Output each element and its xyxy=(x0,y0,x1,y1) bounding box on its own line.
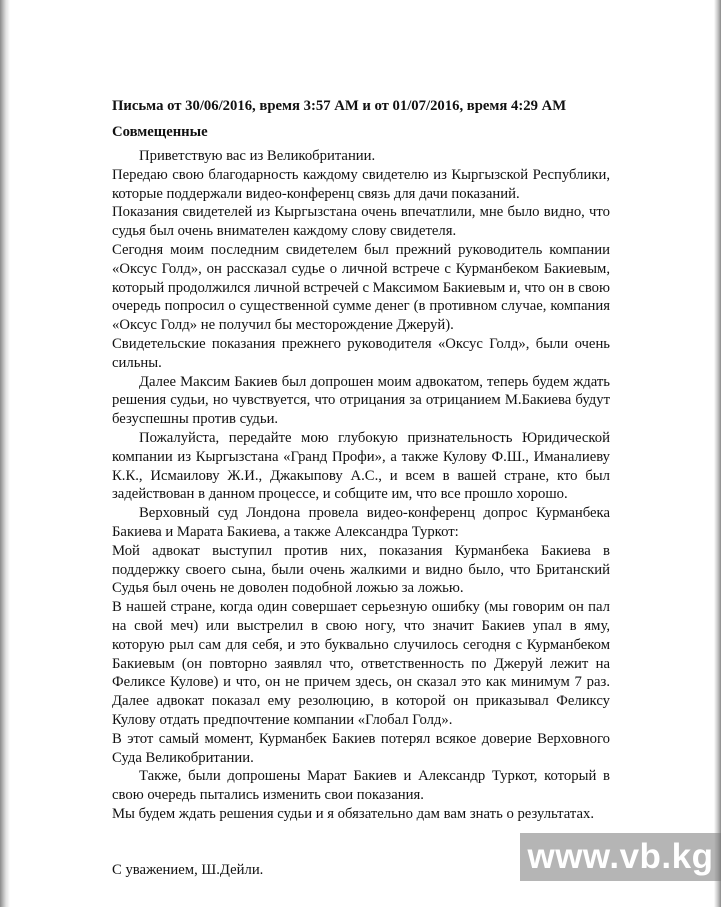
paragraph-greeting: Приветствую вас из Великобритании. xyxy=(139,148,376,164)
paragraph-supreme-court: Верховный суд Лондона провела видео-конференц допрос Курманбека Бакиева и Марата Бакиева, а также Александра Туркот: xyxy=(112,505,610,540)
letter-signature: С уважением, Ш.Дейли. xyxy=(112,862,264,878)
paragraph-gratitude: Передаю свою благодарность каждому свидетелю из Кыргызской Республики, которые поддержали видео-конференц связь для дачи показаний. xyxy=(112,166,610,202)
paragraph-last-witness: Сегодня моим последним свидетелем был прежний руководитель компании «Оксус Голд», он рассказал судье о личной встрече с Курманбеком Бакиевым, который продолжился личной встречей с Максимом Бакиевым и, что он в свою очередь попросил о существенной сумме денег (в противном случае, компания «Оксус Голд» не получил бы месторождение Джеруй). xyxy=(112,241,610,334)
paragraph-maxim-questioned: Далее Максим Бакиев был допрошен моим адвокатом, теперь будем ждать решения судьи, но чувствуется, что отрицания за отрицанием М.Бакиева будут безуспешны против судьи. xyxy=(112,373,610,428)
paragraph-testimony-strength: Свидетельские показания прежнего руководителя «Оксус Голд», были очень сильны. xyxy=(112,335,610,371)
paragraph-await-decision: Мы будем ждать решения судьи и я обязательно дам вам знать о результатах. xyxy=(112,805,595,822)
letter-body xyxy=(112,97,610,824)
paragraph-witness-impression: Показания свидетелей из Кыргызстана очень впечатлили, мне было видно, что судья был очень внимателен каждому слову свидетеля. xyxy=(112,204,610,240)
paragraph-also-questioned: Также, были допрошены Марат Бакиев и Александр Туркот, который в свою очередь пытались изменить свои показания. xyxy=(112,768,610,804)
paragraph-our-country: В нашей стране, когда один совершает серьезную ошибку (мы говорим он пал на свой меч) или выстрелил в свою ногу, что значит Бакиев упал в яму, которую рыл сам для себя, и это буквально случилось сегодня с Курманбеком Бакиевым (он повторно заявлял что, ответственность по Джеруй лежит на Феликсе Кулове) и что, он не причем здесь, он сказал это как минимум 7 раз. Далее адвокат показал ему резолюцию, в которой он приказывал Феликсу Кулову отдать предпочтение компании «Глобал Голд». xyxy=(112,599,610,728)
paragraph-lost-trust: В этот самый момент, Курманбек Бакиев потерял всякое доверие Верховного Суда Великобритании. xyxy=(112,730,610,766)
page-right-shadow xyxy=(714,0,721,907)
paragraph-lawyer-against: Мой адвокат выступил против них, показания Курманбека Бакиева в поддержку своего сына, были очень жалкими и видно было, что Британский Судья был очень не доволен подобной ложью за ложью. xyxy=(112,542,610,597)
paragraph-acknowledgements: Пожалуйста, передайте мою глубокую признательность Юридической компании из Кыргызстана «Гранд Профи», а также Кулову Ф.Ш., Иманалиеву К.К., Исмаилову Ж.И., Джакыпову А.С., и всем в вашей стране, кто был задействован в данном процессе, и собщите им, что все прошло хорошо. xyxy=(112,429,610,503)
page-left-shadow xyxy=(0,0,10,907)
letter-subtitle: Совмещенные xyxy=(112,124,208,140)
letter-title: Письма от 30/06/2016, время 3:57 AM и от 01/07/2016, время 4:29 AM xyxy=(112,98,567,114)
site-watermark xyxy=(520,833,721,881)
watermark-text: www.vb.kg xyxy=(527,837,714,876)
